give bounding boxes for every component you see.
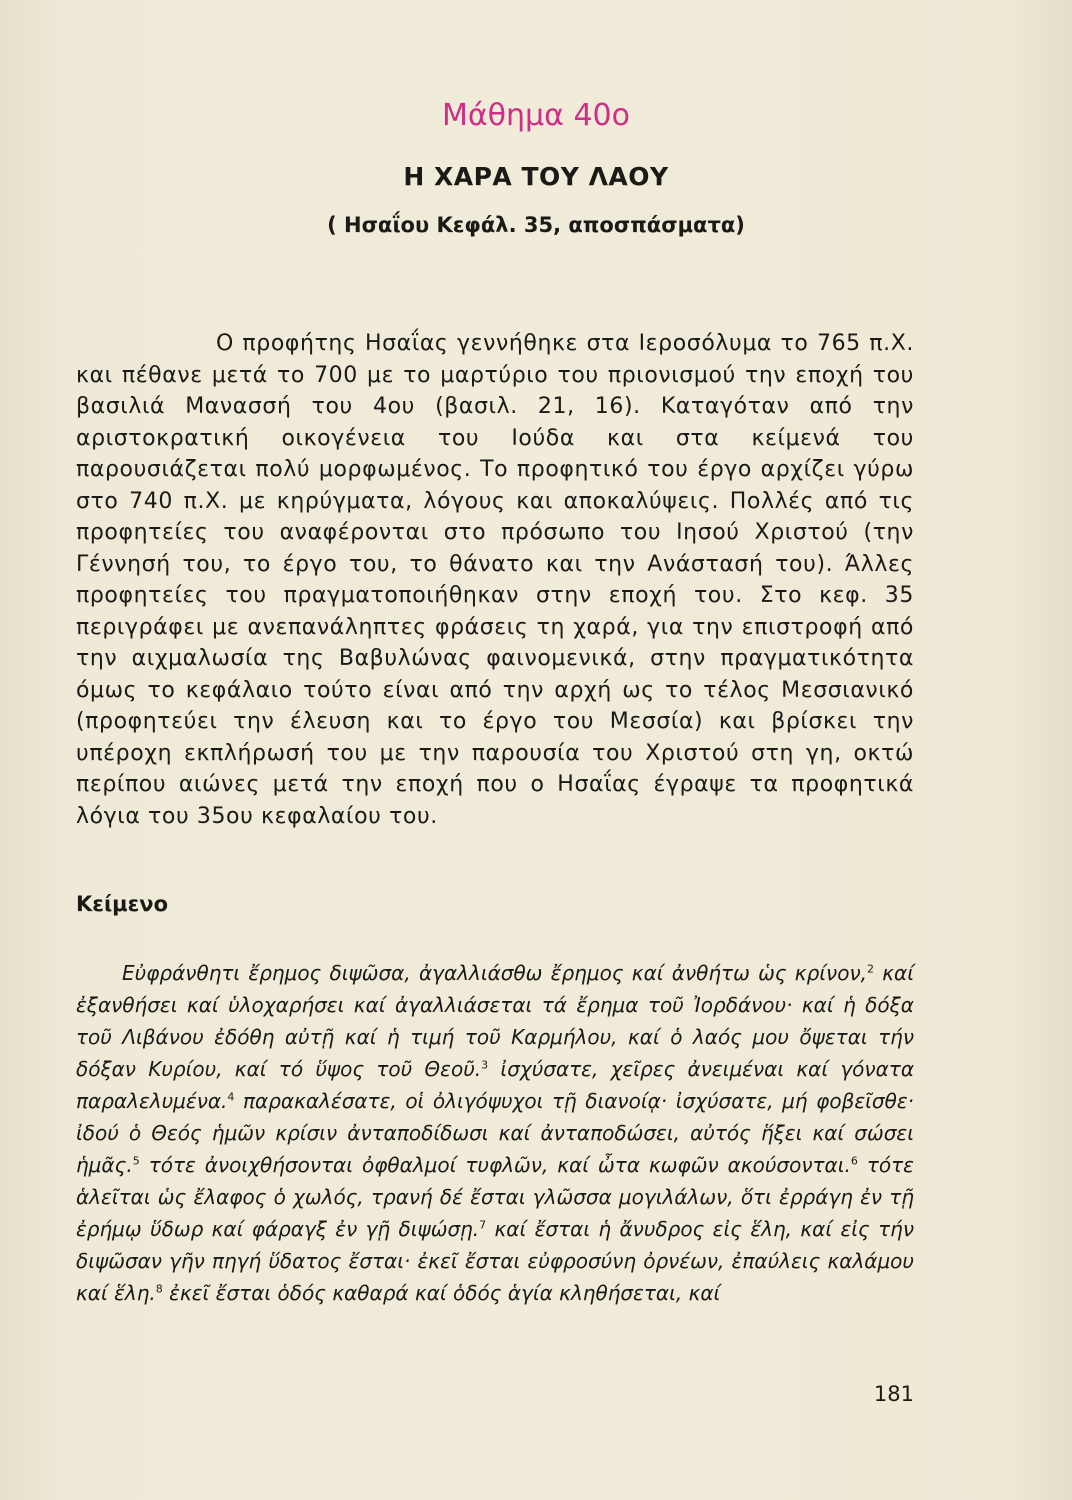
verse-text: καί ἔσται ἡ ἄνυδρος εἰς ἕλη, καί εἰς τήν διψῶσαν γῆν πηγή ὕδατος ἔσται· ἐκεῖ ἔσται εὐφροσύνη ὀρνέων, ἐπαύλεις καλάμου καί ἕλη.: [76, 1217, 914, 1305]
verse-number: 8: [155, 1282, 163, 1296]
scripture-text: [76, 957, 914, 1309]
verse-text: Εὐφράνθητι ἔρημος διψῶσα, ἀγαλλιάσθω ἔρημος καί ἀνθήτω ὡς κρίνον,: [122, 961, 867, 985]
verse-text: παρακαλέσατε, οἱ ὀλιγόψυχοι τῇ διανοίᾳ· ἰσχύσατε, μή φοβεῖσθε· ἰδού ὁ Θεός ἡμῶν κρίσιν ἀνταποδίδωσι καί ἀνταποδώσει, αὐτός ἥξει καί σώσει ἡμᾶς.: [76, 1089, 914, 1177]
verse-text: τότε ἀνοιχθήσονται ὀφθαλμοί τυφλῶν, καί ὦτα κωφῶν ακούσονται.: [148, 1153, 851, 1177]
verse-number: 3: [481, 1058, 489, 1072]
verse-text: τότε ἁλεῖται ὡς ἔλαφος ὁ χωλός, τρανή δέ ἔσται γλῶσσα μογιλάλων, ὅτι ἐρράγη ἐν τῇ ἐρήμῳ ὕδωρ καί φάραγξ ἐν γῇ διψώσῃ.: [76, 1153, 914, 1241]
section-title: Κείμενο: [76, 892, 169, 916]
intro-paragraph: Ο προφήτης Ησαΐας γεννήθηκε στα Ιεροσόλυμα το 765 π.Χ. και πέθανε μετά το 700 με το μαρτύριο του πριονισμού την εποχή του βασιλιά Μανασσή του 4ου (βασιλ. 21, 16). Καταγόταν από την αριστοκρατική οικογένεια του Ιούδα και στα κείμενά του παρουσιάζεται πολύ μορφωμένος. Το προφητικό του έργο αρχίζει γύρω στο 740 π.Χ. με κηρύγματα, λόγους και αποκαλύψεις. Πολλές από τις προφητείες του αναφέρονται στο πρόσωπο του Ιησού Χριστού (την Γέννησή του, το έργο του, το θάνατο και την Ανάστασή του). Άλλες προφητείες του πραγματοποιήθηκαν στην εποχή του. Στο κεφ. 35 περιγράφει με ανεπανάληπτες φράσεις τη χαρά, για την επιστροφή από την αιχμαλωσία της Βαβυλώνας φαινομενικά, στην πραγματικότητα όμως το κεφάλαιο τούτο είναι από την αρχή ως το τέλος Μεσσιανικό (προφητεύει την έλευση και το έργο του Μεσσία) και βρίσκει την υπέροχη εκπλήρωσή του με την παρουσία του Χριστού στη γη, οκτώ περίπου αιώνες μετά την εποχή που ο Ησαΐας έγραψε τα προφητικά λόγια του 35ου κεφαλαίου του.: [76, 331, 914, 829]
verse-number: 6: [850, 1154, 858, 1168]
verse-text: καί ἐξανθήσει καί ὑλοχαρήσει καί ἀγαλλιάσεται τά ἔρημα τοῦ Ἰορδάνου· καί ἡ δόξα τοῦ Λιβάνου ἐδόθη αὐτῇ καί ἡ τιμή τοῦ Καρμήλου, καί ὁ λαός μου ὄψεται τήν δόξαν Κυρίου, καί τό ὕψος τοῦ Θεοῦ.: [76, 961, 914, 1081]
lesson-title: Μάθημα 40ο: [442, 98, 630, 133]
verse-number: 2: [867, 962, 874, 976]
chapter-heading: Η ΧΑΡΑ ΤΟΥ ΛΑΟΥ: [403, 162, 669, 191]
source-reference: ( Ησαΐου Κεφάλ. 35, αποσπάσματα): [327, 213, 745, 237]
page-number: 181: [873, 1382, 914, 1406]
verse-number: 7: [479, 1218, 487, 1232]
verse-number: 5: [132, 1154, 140, 1168]
verse-text: ἐκεῖ ἔσται ὁδός καθαρά καί ὁδός ἁγία κληθήσεται, καί: [169, 1281, 721, 1305]
verse-text: ἰσχύσατε, χεῖρες ἀνειμέναι καί γόνατα παραλελυμένα.: [76, 1057, 915, 1113]
verse-number: 4: [227, 1090, 235, 1104]
